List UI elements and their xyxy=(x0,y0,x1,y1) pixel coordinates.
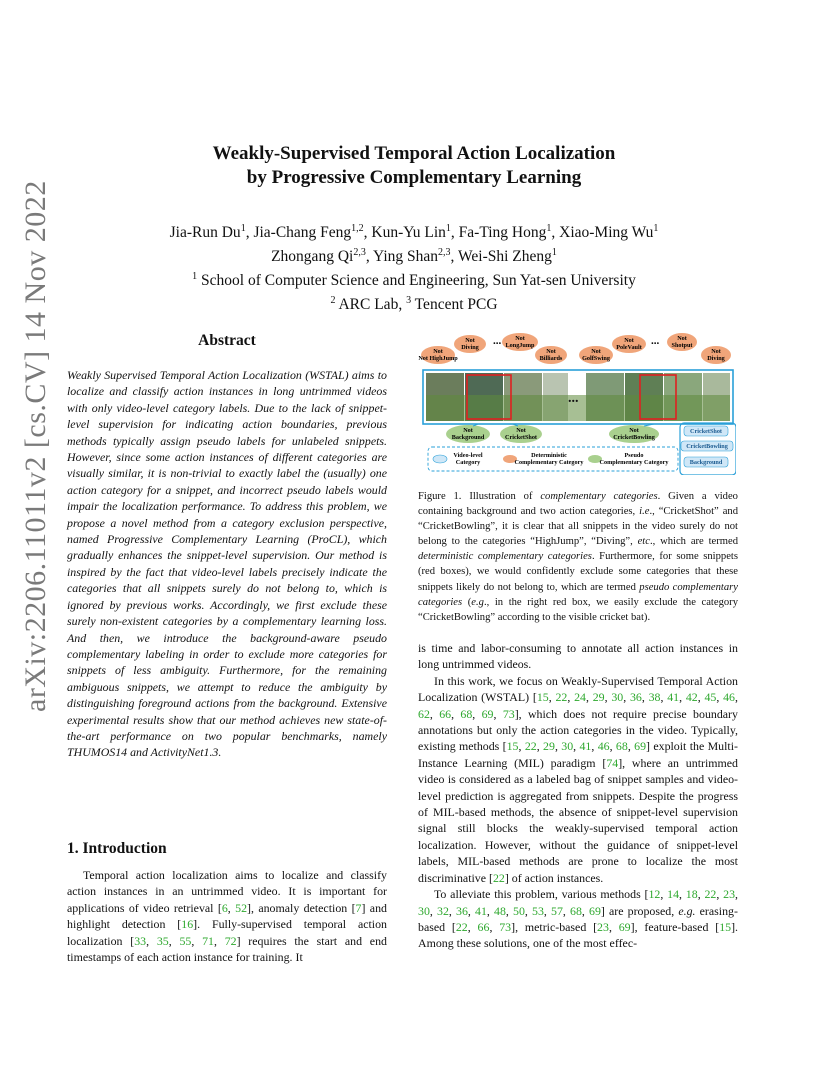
legend-label: Video-level Category xyxy=(453,452,483,466)
right-paragraph-3: To alleviate this problem, various methods [12, 14, 18, 22, 23, 30, 32, 36, 41, 48, 50, 53, 57, 68, 69] are proposed, e.g. erasing-based [22, 66, 73], metric-based [23, 69], feature-based [15]. Among these solutions, one of the most effec- xyxy=(418,887,739,951)
citation-link[interactable]: 42 xyxy=(685,690,698,705)
citation-link[interactable]: 36 xyxy=(456,903,468,918)
citation-separator: , xyxy=(627,739,635,754)
figure-1-caption: Figure 1. Illustration of complementary categories. Given a video containing background and two action categories, i.e., “CricketShot” and “CricketBowling”, it is clear that all snippets in the video surely do not belong to the categories “HighJump”, “Diving”, etc., which are termed deterministic complementary categories. Furthermore, for some snippets (red boxes), we would confidently exclude some categories that these snippets likely do not belong to, which are termed pseudo complementary categories (e.g., in the right red box, we easily exclude the category “CricketBowling” according to the visible cricket bat). xyxy=(418,491,739,623)
citation-link[interactable]: 30 xyxy=(561,739,574,754)
citation-link[interactable]: 53 xyxy=(532,903,544,918)
citation-separator: , xyxy=(448,903,456,918)
citation-separator: , xyxy=(734,690,738,705)
citation-separator: , xyxy=(623,690,630,705)
citation-link[interactable]: 57 xyxy=(551,903,563,918)
intro-paragraph: Temporal action localization aims to localize and classify action instances in an untrimmed video. It is important for applications of video retrieval [6, 52], anomaly detection [7] and highlight detection [16]. Fully-supervised temporal action localization [33, 35, 55, 71, 72] requires the start and end timestamps of each action instance for training. It xyxy=(67,868,387,965)
citation-separator: , xyxy=(585,690,593,705)
citation-link[interactable]: 22 xyxy=(492,870,505,885)
citation-link[interactable]: 23 xyxy=(723,887,736,902)
citation-separator: , xyxy=(609,739,616,754)
figure-1-diagram xyxy=(418,330,736,475)
label-cricketshot: CricketShot xyxy=(690,428,722,435)
node-label: Not Background xyxy=(451,427,485,441)
citation-link[interactable]: 69 xyxy=(589,903,601,918)
citation-group xyxy=(507,739,646,753)
citation-separator: , xyxy=(567,690,575,705)
citation-link[interactable]: 62 xyxy=(418,706,430,721)
citation-link[interactable]: 15 xyxy=(536,690,549,705)
citation-separator: , xyxy=(697,690,705,705)
affiliation-2: $^2$ ARC Lab, $^3$ Tencent PCG xyxy=(330,295,498,314)
citation-separator: , xyxy=(543,903,551,918)
citation-link[interactable]: 32 xyxy=(437,903,449,918)
citation-separator: , xyxy=(562,903,570,918)
citation-link[interactable]: 22 xyxy=(524,739,537,754)
citation-link[interactable]: 30 xyxy=(611,690,624,705)
right-paragraph-2: In this work, we focus on Weakly-Supervised Temporal Action Localization (WSTAL) [15, 22, 24, 29, 30, 36, 38, 41, 42, 45, 46, 62, 66, 68, 69, 73], which does not require precise boundary annotations but only the action categories in the video. Typically, existing methods [15, 22, 29, 30, 41, 46, 68, 69] exploit the Multi-Instance Learning (MIL) paradigm [74], where an untrimmed video is considered as a labeled bag of snippet samples and video-level prediction is aggregated from snippets. Despite the progress of MIL-based methods, the absence of snippet-level supervision signal still blocks the weakly-supervised temporal action localization. However, without the guidance of snippet-level labels, MIL-based methods are prone to localize the most discriminative [22] of action instances. xyxy=(418,673,738,885)
citation-separator: , xyxy=(536,739,544,754)
citation-link[interactable]: 69 xyxy=(481,706,494,721)
citation-separator: , xyxy=(429,706,440,721)
citation-link[interactable]: 72 xyxy=(224,933,237,948)
node-label: Not CricketShot xyxy=(505,427,537,441)
legend-label: Pseudo Complementary Category xyxy=(599,452,669,466)
node-label: Not Diving xyxy=(461,337,479,351)
citation-link[interactable]: 29 xyxy=(592,690,605,705)
node-label: Not Billiards xyxy=(539,348,563,362)
figure-legend xyxy=(428,447,678,471)
citation-link[interactable]: 41 xyxy=(475,903,487,918)
right-paragraph-1: is time and labor-consuming to annotate all action instances in long untrimmed videos. xyxy=(418,641,738,672)
title-line-1: Weakly-Supervised Temporal Action Localization xyxy=(212,143,616,164)
citation-link[interactable]: 50 xyxy=(513,903,525,918)
citation-separator: , xyxy=(697,887,705,902)
citation-separator: , xyxy=(660,887,668,902)
citation-link[interactable]: 30 xyxy=(418,903,430,918)
citation-link[interactable]: 68 xyxy=(460,706,473,721)
citation-separator: , xyxy=(467,903,475,918)
citation-separator: , xyxy=(716,690,724,705)
abstract-text: Weakly Supervised Temporal Action Localization (WSTAL) aims to localize and classify action instances in long untrimmed videos with only video-level category labels. Due to the lack of snippet-level supervision for indicating action boundaries, previous methods typically assign pseudo labels for unlabeled snippets. However, since some action instances of different categories are visually similar, it is non-trivial to exactly label the (usually) one action category for a snippet, and incorrect pseudo labels would impair the localization performance. To address this problem, we propose a novel method from a category exclusion perspective, named Progressive Complementary Learning (ProCL), which gradually enhances the snippet-level supervision. Our method is inspired by the fact that video-level labels precisely indicate the categories that all snippets surely do not belong to, which is ignored by previous works. Accordingly, we first exclude these surely non-existent categories by a complementary learning loss. And then, we introduce the background-aware pseudo complementary labeling in order to exclude more categories for snippets of less ambiguity. Furthermore, for the remaining ambiguous snippets, we attempt to reduce the ambiguity by distinguishing foreground actions from the background. Extensive experimental results show that our method achieves new state-of-the-art performance on two popular benchmarks, namely THUMOS14 and ActivityNet1.3. xyxy=(67,368,387,760)
citation-link[interactable]: 18 xyxy=(685,887,698,902)
citation-link[interactable]: 23 xyxy=(597,919,609,934)
node-label: Not LongJump xyxy=(505,335,535,349)
author-line-2: Zhongang Qi$^{2,3}$, Ying Shan$^{2,3}$, Wei-Shi Zheng$^1$ xyxy=(271,247,557,266)
citation-separator: , xyxy=(548,690,556,705)
citation-link[interactable]: 24 xyxy=(574,690,586,705)
affiliation-1: $^1$ School of Computer Science and Engineering, Sun Yat-sen University xyxy=(192,271,636,290)
citation-separator: , xyxy=(505,903,513,918)
svg-text:...: ... xyxy=(568,391,579,406)
right-column-text xyxy=(418,640,738,952)
citation-separator: , xyxy=(641,690,649,705)
citation-link[interactable]: 46 xyxy=(723,690,735,705)
citation-separator: , xyxy=(554,739,562,754)
citation-link[interactable]: 22 xyxy=(704,887,717,902)
introduction-heading: 1. Introduction xyxy=(67,840,167,857)
citation-link[interactable]: 68 xyxy=(615,739,628,754)
citation-separator: , xyxy=(604,690,612,705)
citation-separator: , xyxy=(489,919,500,934)
label-background: Background xyxy=(689,459,723,466)
citation-link[interactable]: 69 xyxy=(618,919,631,934)
citation-link[interactable]: 22 xyxy=(555,690,568,705)
citation-separator: , xyxy=(467,919,478,934)
citation-separator: , xyxy=(716,887,724,902)
citation-separator: , xyxy=(429,903,437,918)
node-label: Not Shotput xyxy=(671,335,693,349)
citation-link[interactable]: 46 xyxy=(597,739,610,754)
node-label: Not Not HighJump xyxy=(418,348,458,362)
citation-link[interactable]: 55 xyxy=(179,933,192,948)
citation-separator: , xyxy=(518,739,525,754)
citation-separator: , xyxy=(660,690,668,705)
node-label: Not CricketBowling xyxy=(613,427,655,441)
citation-link[interactable]: 45 xyxy=(704,690,717,705)
paper-title xyxy=(100,142,728,190)
citation-link[interactable]: 48 xyxy=(494,903,506,918)
citation-separator: , xyxy=(581,903,589,918)
green-nodes xyxy=(446,424,659,443)
author-block xyxy=(100,219,728,316)
citation-link[interactable]: 69 xyxy=(634,739,647,754)
citation-link[interactable]: 74 xyxy=(606,755,619,770)
citation-link[interactable]: 68 xyxy=(570,903,582,918)
citation-link[interactable]: 41 xyxy=(667,690,680,705)
top-left-nodes xyxy=(418,333,567,364)
legend-label: Deterministic Complementary Category xyxy=(514,452,584,466)
citation-separator: , xyxy=(493,706,503,721)
arxiv-watermark: arXiv:2206.11011v2 [cs.CV] 14 Nov 2022 xyxy=(19,180,52,712)
citation-link[interactable]: 36 xyxy=(629,690,642,705)
citation-link[interactable]: 29 xyxy=(543,739,555,754)
citation-separator: , xyxy=(486,903,494,918)
citation-link[interactable]: 35 xyxy=(156,933,169,948)
citation-separator: , xyxy=(735,887,739,902)
citation-link[interactable]: 73 xyxy=(499,919,512,934)
citation-separator: , xyxy=(679,887,686,902)
citation-link[interactable]: 66 xyxy=(477,919,490,934)
node-label: Not Diving xyxy=(707,348,725,362)
label-cricketbowling: CricketBowling xyxy=(686,443,728,450)
citation-separator: , xyxy=(451,706,461,721)
video-level-labels xyxy=(680,423,736,475)
citation-link[interactable]: 14 xyxy=(667,887,680,902)
citation-link[interactable]: 22 xyxy=(455,919,468,934)
title-line-2: by Progressive Complementary Learning xyxy=(246,167,582,188)
citation-group xyxy=(456,920,511,934)
citation-separator: , xyxy=(591,739,598,754)
citation-link[interactable]: 12 xyxy=(648,887,661,902)
citation-link[interactable]: 15 xyxy=(506,739,519,754)
citation-separator: , xyxy=(524,903,532,918)
citation-link[interactable]: 15 xyxy=(719,919,732,934)
citation-link[interactable]: 73 xyxy=(502,706,515,721)
author-line-1: Jia-Run Du$^1$, Jia-Chang Feng$^{1,2}$, Kun-Yu Lin$^1$, Fa-Ting Hong$^1$, Xiao-Ming Wu$^1$ xyxy=(169,223,659,242)
citation-separator: , xyxy=(608,919,619,934)
node-label: Not GolfSwing xyxy=(582,348,610,362)
citation-link[interactable]: 38 xyxy=(648,690,661,705)
top-right-nodes xyxy=(579,333,731,364)
citation-link[interactable]: 52 xyxy=(235,900,248,915)
node-label: Not PoleVault xyxy=(616,337,642,351)
citation-link[interactable]: 41 xyxy=(579,739,592,754)
citation-separator: , xyxy=(573,739,580,754)
ellipsis-label: ... xyxy=(651,335,660,347)
citation-separator: , xyxy=(679,690,686,705)
citation-link[interactable]: 71 xyxy=(202,933,214,948)
citation-group xyxy=(597,920,631,934)
introduction-text xyxy=(67,867,387,965)
citation-link[interactable]: 33 xyxy=(134,933,147,948)
citation-link[interactable]: 66 xyxy=(439,706,452,721)
abstract-heading: Abstract xyxy=(198,332,256,349)
citation-link[interactable]: 6 xyxy=(221,900,228,915)
citation-separator: , xyxy=(472,706,482,721)
ellipsis-label: ... xyxy=(493,335,502,347)
citation-link[interactable]: 7 xyxy=(355,900,362,915)
citation-link[interactable]: 16 xyxy=(181,917,194,932)
